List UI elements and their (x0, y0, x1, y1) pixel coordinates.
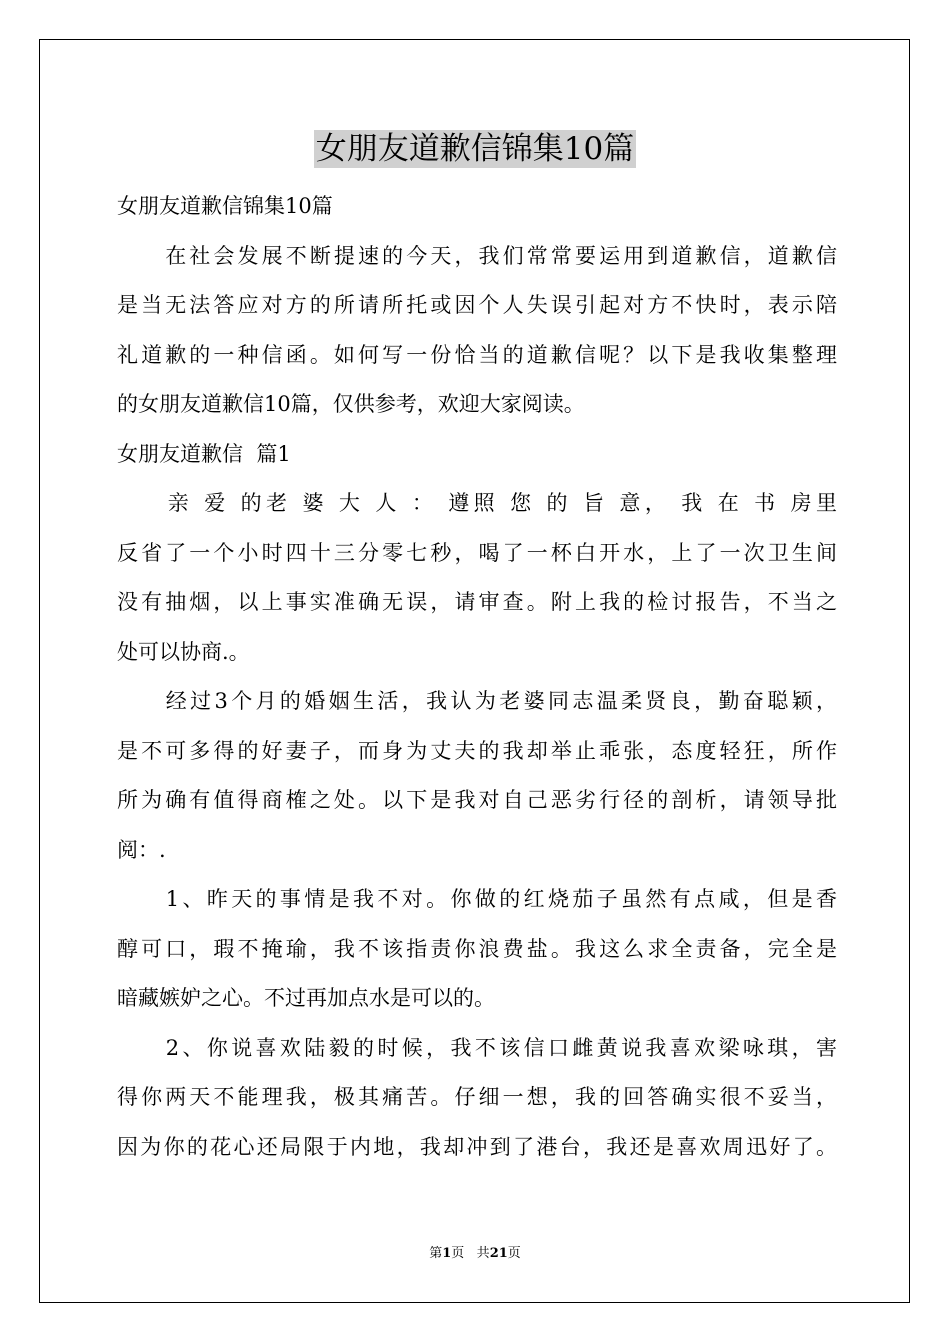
title-container (0, 130, 950, 168)
footer-total-prefix: 共 (476, 1246, 490, 1261)
text-line: 是不可多得的好妻子，而身为丈夫的我却举止乖张，态度轻狂，所作 (117, 738, 837, 763)
text-line: 2、你说喜欢陆毅的时候，我不该信口雌黄说我喜欢梁咏琪，害 (117, 1035, 837, 1060)
text-line: 醇可口，瑕不掩瑜，我不该指责你浪费盐。我这么求全责备，完全是 (117, 936, 837, 961)
footer-page-number: 1 (442, 1246, 452, 1261)
text-line: 得你两天不能理我，极其痛苦。仔细一想，我的回答确实很不妥当， (117, 1085, 837, 1109)
footer-page-suffix: 页 (451, 1246, 465, 1261)
text-line: 在社会发展不断提速的今天，我们常常要运用到道歉信，道歉信 (117, 243, 837, 268)
text-line: 女朋友道歉信锦集10篇 (117, 194, 333, 218)
section-heading: 女朋友道歉信 篇1 (117, 441, 291, 466)
text-line: 暗藏嫉妒之心。不过再加点水是可以的。 (117, 986, 495, 1010)
text-line: 反省了一个小时四十三分零七秒，喝了一杯白开水，上了一次卫生间 (117, 540, 837, 565)
document-title: 女朋友道歉信锦集10篇 (315, 131, 635, 167)
text-line: 的女朋友道歉信10篇，仅供参考，欢迎大家阅读。 (117, 392, 585, 416)
text-line: 处可以协商.。 (117, 639, 250, 664)
text-line: 经过3个月的婚姻生活，我认为老婆同志温柔贤良，勤奋聪颖， (117, 689, 837, 713)
text-line: 礼道歉的一种信函。如何写一份恰当的道歉信呢？以下是我收集整理 (117, 342, 837, 367)
document-body (117, 182, 837, 1172)
text-line: 所为确有值得商榷之处。以下是我对自己恶劣行径的剖析，请领导批 (117, 788, 837, 812)
text-line: 亲 爱 的老 婆 大 人 ： 遵照 您 的 旨 意， 我 在 书 房里 (117, 491, 837, 515)
text-line: 是当无法答应对方的所请所托或因个人失误引起对方不快时，表示陪 (117, 293, 837, 317)
page-footer (0, 1245, 950, 1263)
footer-prefix: 第 (429, 1246, 443, 1261)
text-line: 1、昨天的事情是我不对。你做的红烧茄子虽然有点咸，但是香 (117, 887, 837, 911)
footer-total-suffix: 页 (507, 1246, 521, 1261)
text-line: 没有抽烟，以上事实准确无误，请审查。附上我的检讨报告，不当之 (117, 590, 837, 614)
text-line: 因为你的花心还局限于内地，我却冲到了港台，我还是喜欢周迅好了。 (117, 1134, 837, 1159)
text-line: 阅：. (117, 837, 166, 862)
footer-total-pages: 21 (489, 1246, 508, 1261)
